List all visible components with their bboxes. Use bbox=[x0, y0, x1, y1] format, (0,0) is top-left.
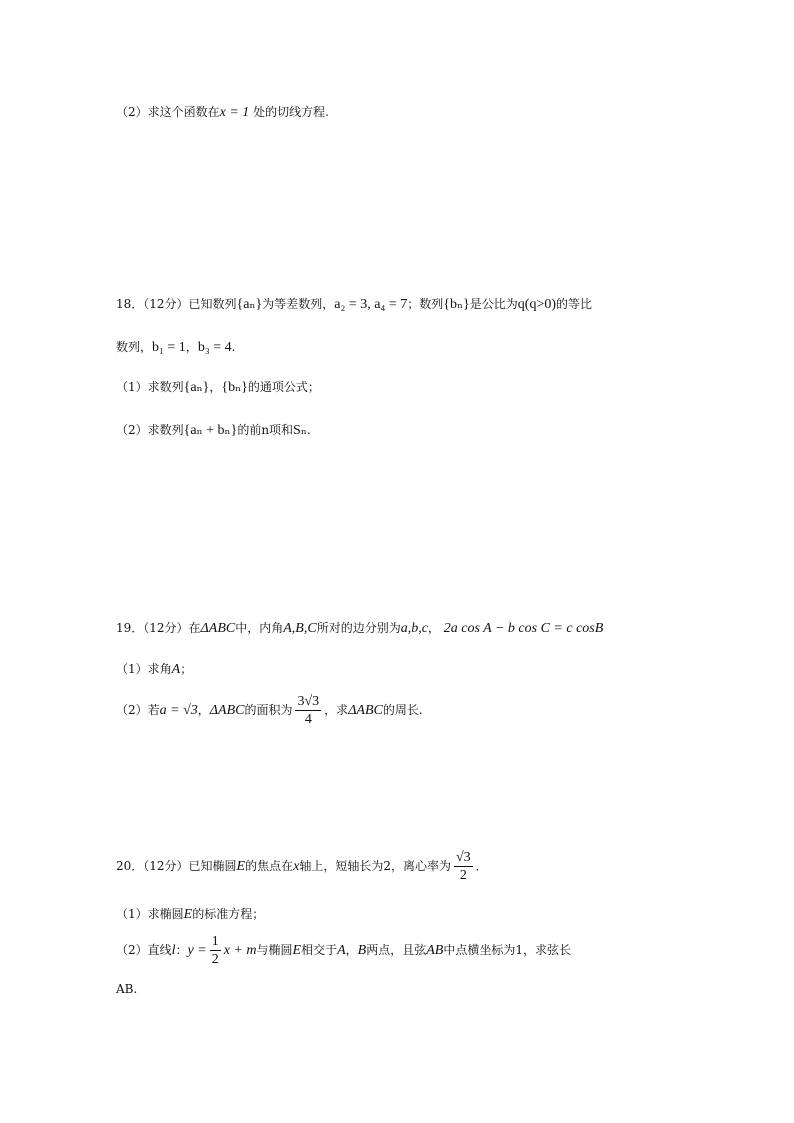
q19-stem: 19．（12分）在ΔABC中，内角A,B,C所对的边分别为a,b,c， 2a cos A − b cos C = c cosB bbox=[116, 621, 604, 636]
q18-stem-line2: 数列，b₁ = 1，b₃ = 4. bbox=[116, 340, 236, 355]
q18-stem-line1: 18．（12分）已知数列{aₙ}为等差数列，a₂ = 3, a₄ = 7；数列{bₙ}是公比为q(q>0)的等比 bbox=[116, 297, 593, 312]
q20-stem: 20．（12分）已知椭圆E的焦点在x轴上，短轴长为2，离心率为 $\frac{√3}{2}$ ． bbox=[116, 850, 488, 883]
q20-part2-line2: AB. bbox=[116, 982, 138, 996]
q20-part1: （1）求椭圆E的标准方程； bbox=[116, 907, 265, 922]
q17-part2: （2）求这个函数在x = 1 处的切线方程. bbox=[116, 105, 329, 120]
q19-part1: （1）求角A； bbox=[116, 662, 193, 677]
slope-fraction: $\frac{1}{2}$ bbox=[211, 934, 219, 967]
area-fraction: $\frac{3√3}{4}$ bbox=[297, 694, 320, 727]
q18-part1: （1）求数列{aₙ}，{bₙ}的通项公式； bbox=[116, 380, 320, 395]
eccentricity-fraction: $\frac{√3}{2}$ bbox=[455, 850, 471, 883]
q18-part2: （2）求数列{aₙ + bₙ}的前n项和Sₙ. bbox=[116, 423, 311, 438]
q19-part2: （2）若a = √3，ΔABC的面积为 $\frac{3√3}{4}$ ，求ΔABC的周长. bbox=[116, 694, 423, 727]
q20-part2: （2）直线l：y = $\frac{1}{2}$ x + m与椭圆E相交于A，B两点，且弦AB中点横坐标为1，求弦长 bbox=[116, 934, 571, 967]
